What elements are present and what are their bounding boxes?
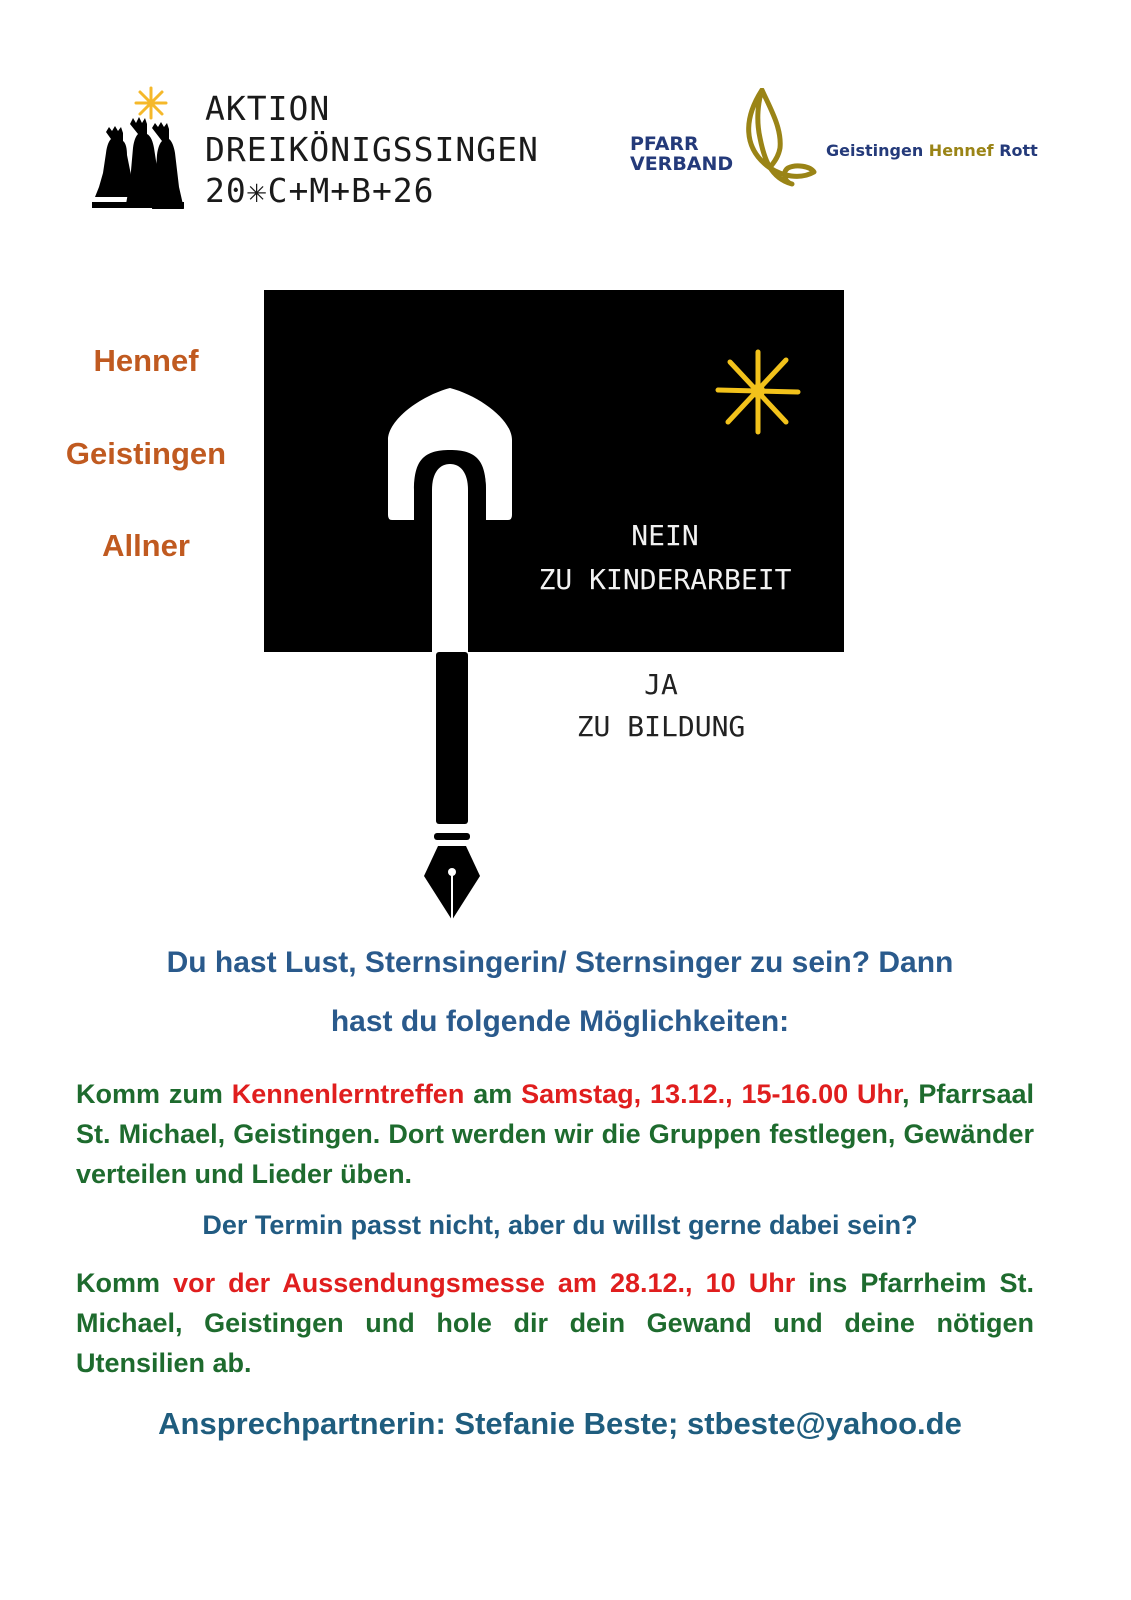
option2-text: ins Pfarrheim St. Michael, Geistingen und hole dir dein Gewand und deine nötigen Utensilien ab. bbox=[76, 1268, 1034, 1378]
option1-text: am bbox=[464, 1079, 522, 1109]
year-line: 20✳C+M+B+26 bbox=[205, 171, 435, 210]
town-rott: Rott bbox=[999, 141, 1038, 160]
town-hennef: Hennef bbox=[928, 141, 994, 160]
shovel-pen-icon bbox=[380, 380, 530, 925]
option2-date-highlight: vor der Aussendungsmesse am 28.12., 10 Uhr bbox=[173, 1268, 796, 1298]
alternative-question: Der Termin passt nicht, aber du willst gerne dabei sein? bbox=[202, 1210, 918, 1240]
dreikoenigssingen-line: DREIKÖNIGSSINGEN bbox=[205, 130, 539, 169]
verband-label: VERBAND bbox=[630, 153, 734, 175]
option1-event-highlight: Kennenlerntreffen bbox=[231, 1079, 465, 1109]
town-geistingen: Geistingen bbox=[826, 141, 924, 160]
ja-zu-bildung-text bbox=[556, 664, 766, 748]
nein-zu-kinderarbeit-text bbox=[520, 514, 810, 602]
bildung-line: ZU BILDUNG bbox=[576, 710, 746, 743]
three-kings-logo-icon bbox=[88, 84, 188, 214]
leaf-flame-icon bbox=[740, 88, 820, 188]
option1-date-highlight: Samstag, 13.12., 15-16.00 Uhr bbox=[521, 1079, 903, 1109]
option-2-paragraph bbox=[76, 1263, 1034, 1383]
nein-line: NEIN bbox=[631, 519, 699, 552]
town-label-hennef: Hennef bbox=[93, 343, 199, 378]
pfarr-label: PFARR bbox=[630, 133, 699, 155]
pfarrverband-towns bbox=[826, 141, 1038, 160]
town-label-allner: Allner bbox=[102, 528, 190, 563]
intro-line-2: hast du folgende Möglichkeiten: bbox=[330, 1005, 790, 1038]
pfarrverband-wordmark bbox=[630, 134, 733, 174]
option-1-paragraph bbox=[76, 1074, 1034, 1194]
town-label-geistingen: Geistingen bbox=[65, 436, 227, 471]
kinderarbeit-line: ZU KINDERARBEIT bbox=[538, 563, 792, 596]
star-icon bbox=[712, 346, 804, 438]
intro-line-1: Du hast Lust, Sternsingerin/ Sternsinger zu sein? Dann bbox=[166, 946, 954, 979]
aktion-line: AKTION bbox=[205, 89, 331, 128]
contact-line: Ansprechpartnerin: Stefanie Beste; stbeste@yahoo.de bbox=[158, 1406, 962, 1441]
option1-text: , Pfarrsaal St. Michael, Geistingen. Dort werden wir die Gruppen festlegen, Gewänder verteilen und Lieder üben. bbox=[76, 1079, 1034, 1189]
option1-text: Komm zum bbox=[76, 1079, 232, 1109]
ja-line: JA bbox=[644, 668, 678, 701]
aktion-dreikoenigssingen-title bbox=[205, 88, 539, 211]
option2-text: Komm bbox=[76, 1268, 174, 1298]
